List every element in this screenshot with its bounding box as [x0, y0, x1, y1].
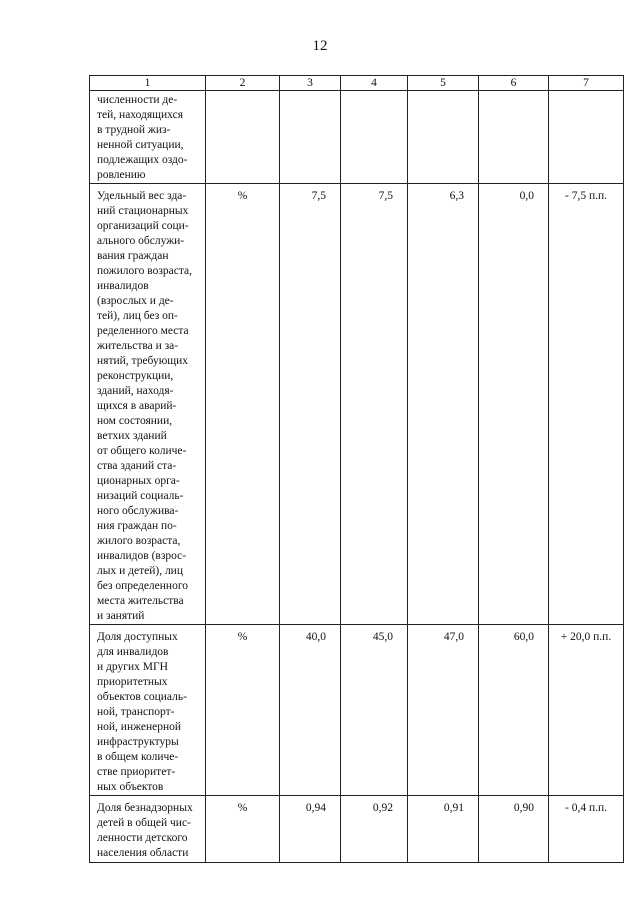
value-cell: 0,0: [479, 184, 549, 625]
value-cell: [408, 91, 479, 184]
value-cell: [479, 91, 549, 184]
value-cell: 7,5: [280, 184, 341, 625]
page-number: 12: [312, 38, 328, 54]
table-row: [90, 796, 624, 863]
value-cell: 7,5: [341, 184, 408, 625]
value-cell: 40,0: [280, 625, 341, 796]
value-cell: 45,0: [341, 625, 408, 796]
column-header: 1: [90, 76, 206, 91]
column-header: 3: [280, 76, 341, 91]
indicators-table: [89, 75, 624, 863]
column-header: 7: [549, 76, 624, 91]
value-cell: 0,91: [408, 796, 479, 863]
unit-cell: %: [206, 184, 280, 625]
column-header: 6: [479, 76, 549, 91]
value-cell: 0,92: [341, 796, 408, 863]
indicator-description: Доля безнадзорных детей в общей чис- ленности детского населения области: [90, 796, 206, 863]
column-header: 5: [408, 76, 479, 91]
unit-cell: %: [206, 796, 280, 863]
value-cell: [341, 91, 408, 184]
indicator-description: Удельный вес зда- ний стационарных организаций соци- ального обслужи- вания граждан пожилого возраста, инвалидов (взрослых и де- тей), лиц без оп- ределенного места жительства и за- нятий, требующих реконструкции, зданий, находя- щихся в аварий- ном состоянии, ветхих зданий от общего количе- ства зданий ста- ционарных орга- низаций социаль- ного обслужива- ния граждан по- жилого возраста, инвалидов (взрос- лых и детей), лиц без определенного места жительства и занятий: [90, 184, 206, 625]
indicator-description: Доля доступных для инвалидов и других МГН приоритетных объектов социаль- ной, транспорт- ной, инженерной инфраструктуры в общем количе- стве приоритет- ных объектов: [90, 625, 206, 796]
table-row: [90, 184, 624, 625]
value-cell: 0,94: [280, 796, 341, 863]
value-cell: 47,0: [408, 625, 479, 796]
value-cell: 0,90: [479, 796, 549, 863]
unit-cell: [206, 91, 280, 184]
unit-cell: %: [206, 625, 280, 796]
value-cell: [280, 91, 341, 184]
value-cell: 60,0: [479, 625, 549, 796]
indicator-description: численности де- тей, находящихся в трудной жиз- ненной ситуации, подлежащих оздо- ровлению: [90, 91, 206, 184]
change-cell: [549, 91, 624, 184]
table-header-row: [90, 76, 624, 91]
column-header: 4: [341, 76, 408, 91]
table-row: [90, 625, 624, 796]
column-header: 2: [206, 76, 280, 91]
value-cell: 6,3: [408, 184, 479, 625]
table-row: [90, 91, 624, 184]
change-cell: - 7,5 п.п.: [549, 184, 624, 625]
change-cell: + 20,0 п.п.: [549, 625, 624, 796]
change-cell: - 0,4 п.п.: [549, 796, 624, 863]
